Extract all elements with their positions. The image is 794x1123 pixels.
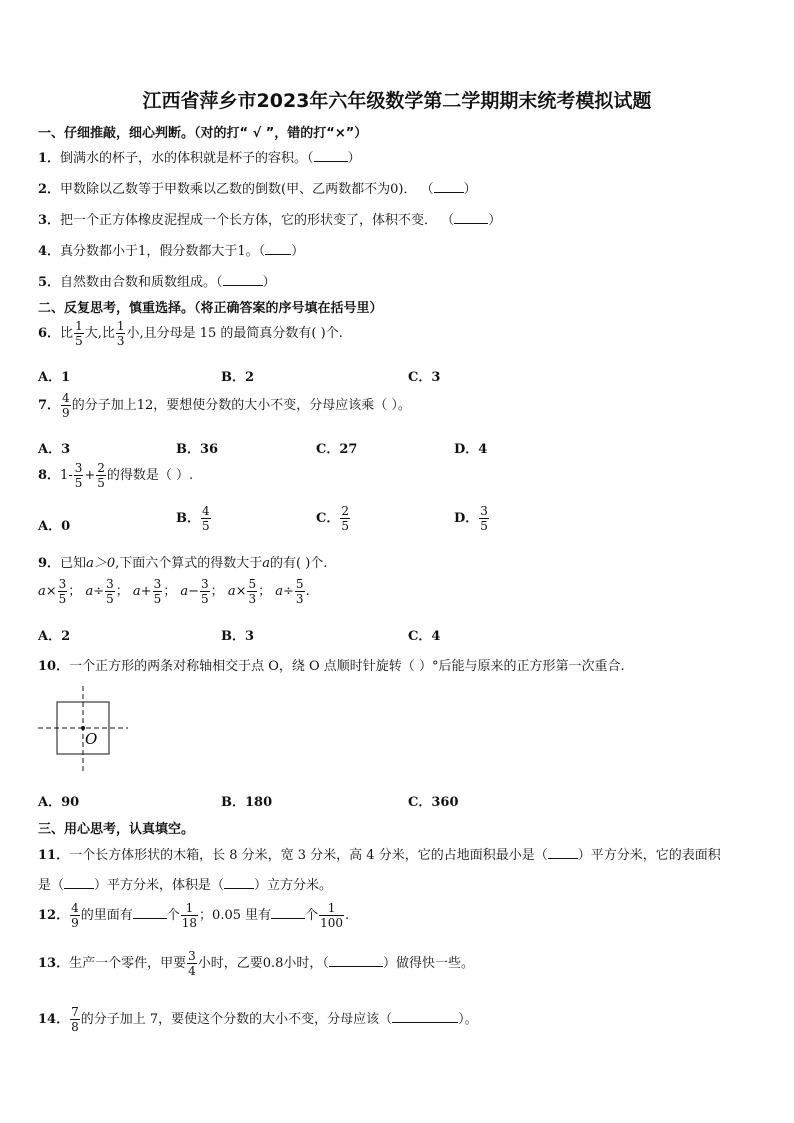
fraction [74, 320, 84, 347]
expression [85, 577, 129, 606]
variable: a [262, 556, 270, 571]
expression [227, 577, 272, 606]
question-number: 7． [38, 398, 61, 413]
question-number: 1． [38, 151, 61, 166]
question-number: 8． [38, 468, 61, 483]
fraction [340, 505, 350, 532]
numerator: 5 [248, 577, 257, 591]
answer-blank[interactable] [265, 254, 291, 255]
expression [132, 577, 177, 606]
question-text: 把一个正方体橡皮泥捏成一个长方体，它的形状变了，体积不变． （ [60, 213, 455, 228]
numerator: 1 [319, 902, 344, 916]
question-4 [38, 240, 304, 259]
question-1 [38, 147, 361, 166]
answer-blank[interactable] [133, 918, 167, 919]
denominator: 5 [97, 476, 105, 490]
text-part: 已知 [60, 556, 87, 571]
text-part: 的分子加上12，要想使分数的大小不变，分母应该乘（ ）。 [71, 398, 411, 413]
expression [180, 577, 224, 606]
numerator: 4 [71, 901, 79, 915]
text-part: ,下面六个算式的得数大于 [115, 556, 263, 571]
denominator: 4 [188, 964, 196, 978]
text-part: 的里面有 [80, 908, 133, 923]
question-10 [38, 655, 625, 674]
text-part: ）立方分米。 [254, 878, 333, 893]
denominator: 5 [153, 592, 162, 606]
option-c[interactable]: C．3 [408, 370, 441, 385]
paren-close: ） [347, 151, 361, 166]
numerator: 2 [341, 504, 349, 518]
denominator: 5 [480, 519, 488, 533]
option-c[interactable]: C．4 [408, 629, 441, 644]
denominator: 8 [71, 1020, 79, 1034]
numerator: 3 [58, 577, 67, 591]
text-part: 的得数是（ ）. [106, 468, 194, 483]
denominator: 3 [116, 334, 125, 348]
denominator: 5 [74, 476, 83, 490]
question-11 [38, 844, 721, 863]
question-11-line-2 [38, 874, 332, 893]
numerator: 1 [181, 902, 198, 916]
expr-prefix: a− [180, 584, 200, 599]
option-b[interactable]: B．36 [176, 442, 219, 457]
option-c[interactable]: C．27 [316, 442, 358, 457]
question-number: 12． [38, 908, 70, 923]
text-part: 小时，乙要0.8小时，（ [197, 956, 329, 971]
answer-blank[interactable] [454, 223, 488, 224]
question-number: 14． [38, 1012, 70, 1027]
fraction [61, 392, 71, 419]
numerator: 1 [75, 319, 83, 333]
numerator: 4 [62, 391, 70, 405]
option-a[interactable]: A．90 [38, 795, 80, 810]
question-text: 自然数由合数和质数组成。（ [60, 275, 223, 290]
question-2 [38, 178, 477, 197]
fraction [201, 505, 211, 532]
question-number: 13． [38, 956, 70, 971]
question-3 [38, 209, 501, 228]
text-part: ；0.05 里有 [199, 908, 272, 923]
numerator: 4 [202, 504, 210, 518]
fraction [96, 462, 106, 489]
option-a[interactable]: A．3 [38, 442, 71, 457]
text-part: 个 [305, 908, 319, 923]
fraction [70, 1006, 80, 1033]
answer-blank[interactable] [271, 918, 305, 919]
operator: + [84, 468, 96, 483]
separator: ； [163, 584, 177, 599]
expr-prefix: a÷ [85, 584, 105, 599]
numerator: 3 [74, 461, 83, 475]
question-8 [38, 462, 193, 489]
text-part: 大,比 [84, 326, 115, 341]
answer-blank[interactable] [224, 888, 254, 889]
option-b[interactable]: B．2 [221, 370, 255, 385]
numerator: 3 [188, 949, 196, 963]
numerator: 1 [116, 319, 125, 333]
answer-blank[interactable] [314, 161, 348, 162]
text-part: ）做得快一些。 [382, 956, 474, 971]
page-title: 江西省萍乡市2023年六年级数学第二学期期末统考模拟试题 [142, 90, 652, 112]
expr-prefix: a× [227, 584, 247, 599]
option-label: D． [454, 511, 479, 526]
question-number: 5． [38, 275, 61, 290]
text-part: ）。 [458, 1012, 478, 1027]
denominator: 5 [58, 592, 67, 606]
answer-blank[interactable] [548, 858, 578, 859]
answer-blank[interactable] [434, 192, 464, 193]
section-1-heading: 一、仔细推敲，细心判断。（对的打“ √ ”，错的打“×”） [38, 126, 368, 141]
separator: ； [210, 584, 224, 599]
fraction [70, 902, 80, 929]
square-symmetry-figure [36, 684, 132, 776]
expression-list [38, 578, 310, 605]
answer-blank[interactable] [329, 966, 383, 967]
paren-close: ） [488, 213, 502, 228]
denominator: 9 [71, 916, 79, 930]
fraction [105, 578, 115, 605]
denominator: 3 [295, 592, 304, 606]
text-part: 比 [60, 326, 74, 341]
option-label: C． [316, 511, 340, 526]
denominator: 5 [75, 334, 83, 348]
denominator: 5 [106, 592, 114, 606]
question-text: 真分数都小于1，假分数都大于1。（ [60, 244, 266, 259]
option-b[interactable]: B．180 [221, 795, 273, 810]
condition: a＞0 [86, 556, 116, 571]
denominator: 3 [248, 592, 257, 606]
denominator: 100 [320, 916, 344, 930]
fraction [187, 950, 197, 977]
option-d[interactable]: D．4 [454, 442, 488, 457]
text-part: 生产一个零件，甲要 [69, 956, 187, 971]
denominator: 5 [201, 592, 209, 606]
denominator: 5 [341, 519, 349, 533]
numerator: 3 [480, 504, 488, 518]
section-3-heading: 三、用心思考，认真填空。 [38, 822, 195, 837]
text-part: 的分子加上 7，要使这个分数的大小不变，分母应该（ [80, 1012, 393, 1027]
expression [275, 577, 310, 606]
question-9 [38, 552, 327, 571]
answer-blank[interactable] [64, 888, 94, 889]
expr-prefix: a÷ [275, 584, 294, 599]
fraction [153, 578, 163, 605]
question-7 [38, 392, 411, 419]
question-number: 2． [38, 182, 61, 197]
question-12 [38, 902, 349, 929]
question-number: 6． [38, 326, 61, 341]
text-part: ）平方分米，它的表面积 [577, 848, 721, 863]
text-part: 的有( )个. [270, 556, 328, 571]
question-number: 9． [38, 556, 61, 571]
fraction [116, 320, 126, 347]
separator: . [305, 584, 310, 599]
question-text: 倒满水的杯子，水的体积就是杯子的容积。（ [60, 151, 314, 166]
question-5 [38, 271, 276, 290]
option-b[interactable]: B．3 [221, 629, 255, 644]
answer-blank[interactable] [223, 285, 263, 286]
question-14 [38, 1006, 478, 1033]
option-d[interactable] [454, 505, 490, 532]
fraction [74, 462, 84, 489]
option-a[interactable]: A．2 [38, 629, 71, 644]
separator: ； [68, 584, 82, 599]
option-a[interactable]: A．0 [38, 519, 71, 534]
text-part: ）平方分米，体积是（ [94, 878, 225, 893]
question-number: 11． [38, 848, 70, 863]
text-part: 1- [60, 468, 73, 483]
option-a[interactable]: A．1 [38, 370, 71, 385]
paren-close: ） [262, 275, 276, 290]
paren-close: ） [291, 244, 305, 259]
numerator: 7 [71, 1005, 79, 1019]
fraction [295, 578, 305, 605]
question-number: 10． [38, 659, 70, 674]
numerator: 3 [106, 577, 114, 591]
expr-prefix: a+ [132, 584, 152, 599]
fraction [479, 505, 489, 532]
text-part: 个 [166, 908, 180, 923]
fraction [200, 578, 210, 605]
fraction [247, 578, 257, 605]
fraction [181, 902, 198, 929]
numerator: 2 [97, 461, 105, 475]
denominator: 5 [202, 519, 210, 533]
text-part: 一个长方体形状的木箱，长 8 分米，宽 3 分米，高 4 分米，它的占地面积最小是（ [69, 848, 548, 863]
denominator: 9 [62, 406, 70, 420]
numerator: 5 [295, 577, 304, 591]
point-label: O [85, 730, 98, 748]
fraction [58, 578, 68, 605]
option-c[interactable] [316, 505, 351, 532]
fraction [319, 902, 344, 929]
option-b[interactable] [176, 505, 212, 532]
expression [38, 577, 82, 606]
option-c[interactable]: C．360 [408, 795, 459, 810]
denominator: 18 [181, 916, 198, 930]
section-2-heading: 二、反复思考，慎重选择。（将正确答案的序号填在括号里） [38, 301, 383, 316]
numerator: 3 [153, 577, 162, 591]
paren-close: ） [463, 182, 477, 197]
question-text: 一个正方形的两条对称轴相交于点 O，绕 O 点顺时针旋转（ ）°后能与原来的正方形第一次重合. [69, 659, 625, 674]
option-label: B． [176, 511, 200, 526]
numerator: 3 [201, 577, 209, 591]
question-text: 甲数除以乙数等于甲数乘以乙数的倒数(甲、乙两数都不为0)． （ [60, 182, 434, 197]
question-number: 3． [38, 213, 61, 228]
separator: ； [258, 584, 272, 599]
expr-prefix: a× [38, 584, 57, 599]
text-part: 小,且分母是 15 的最简真分数有( )个. [126, 326, 343, 341]
separator: ； [115, 584, 129, 599]
question-number: 4． [38, 244, 61, 259]
question-13 [38, 950, 474, 977]
question-6 [38, 320, 343, 347]
text-part: 是（ [38, 878, 65, 893]
answer-blank[interactable] [392, 1022, 458, 1023]
text-part: . [345, 908, 350, 923]
